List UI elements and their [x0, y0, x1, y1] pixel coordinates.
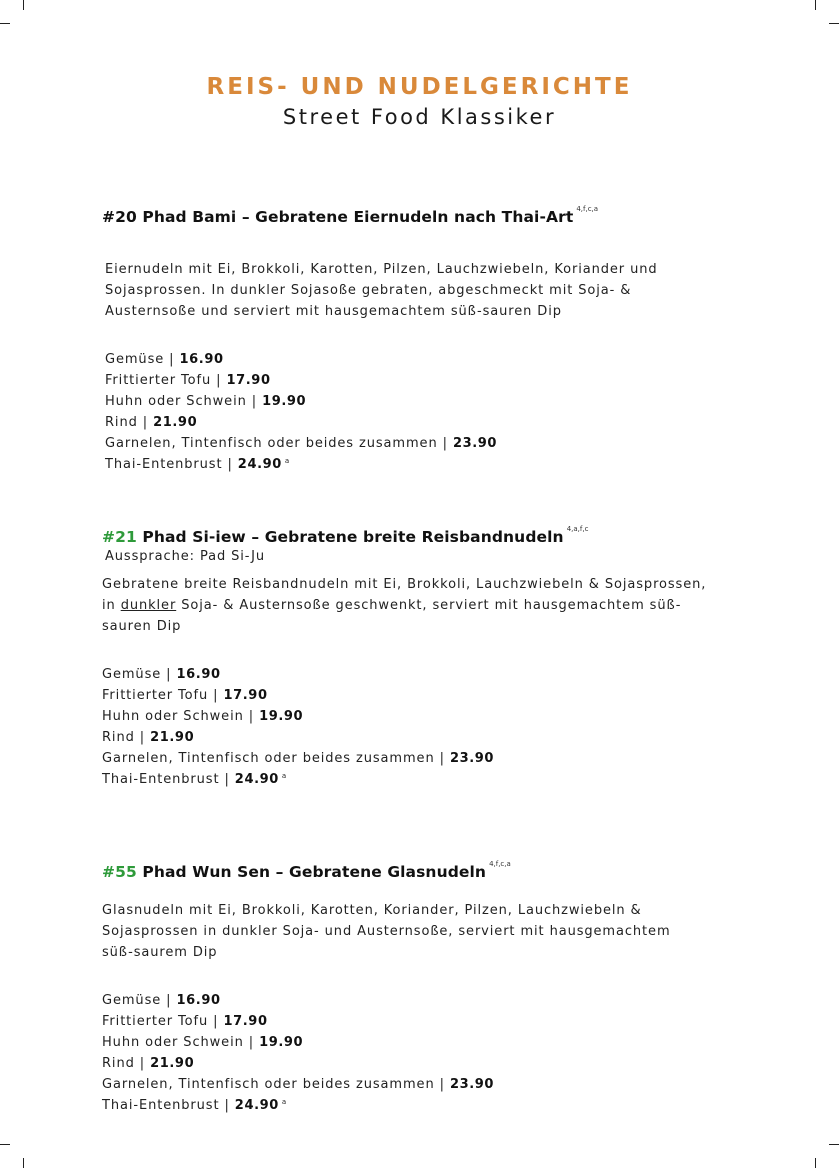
price-value: 17.90 — [223, 688, 268, 703]
price-label: Huhn oder Schwein | — [102, 1035, 260, 1050]
dish-name: Phad Si-iew – Gebratene breite Reisbandnudeln — [136, 528, 564, 546]
price-list — [105, 349, 762, 475]
page-title: REIS- UND NUDELGERICHTE — [206, 74, 633, 100]
price-row — [102, 990, 762, 1011]
price-row — [105, 370, 762, 391]
description-rest: Soja- & Austernsoße geschwenkt, serviert mit hausgemachtem süß- — [181, 598, 682, 613]
crop-mark-top-right-v — [815, 0, 816, 10]
price-note: a — [281, 1098, 288, 1106]
price-value: 16.90 — [179, 352, 224, 367]
price-value: 23.90 — [449, 751, 495, 766]
price-row — [102, 1011, 762, 1032]
crop-mark-bottom-left-h — [0, 1144, 10, 1145]
price-value: 24.90 — [237, 457, 282, 472]
description-line: sauren Dip — [102, 619, 182, 634]
description-line: Gebratene breite Reisbandnudeln mit Ei, Brokkoli, Lauchzwiebeln & Sojasprossen, — [102, 577, 707, 592]
price-row — [102, 748, 762, 769]
dish-pronunciation: Aussprache: Pad Si-Ju — [105, 549, 265, 564]
description-line: Sojasprossen in dunkler Soja- und Austernsoße, serviert mit hausgemachtem — [102, 924, 671, 939]
price-value: 19.90 — [259, 709, 304, 724]
price-label: Frittierter Tofu | — [102, 688, 224, 703]
price-row — [102, 769, 762, 790]
dish-name: Phad Wun Sen – Gebratene Glasnudeln — [136, 863, 487, 881]
price-value: 24.90 — [234, 1098, 279, 1113]
price-row — [102, 1032, 762, 1053]
price-row — [102, 706, 762, 727]
dish-description — [105, 259, 762, 322]
price-row — [102, 1074, 762, 1095]
price-value: 17.90 — [223, 1014, 268, 1029]
price-label: Thai-Entenbrust | — [102, 772, 235, 787]
crop-mark-top-right-h — [829, 23, 839, 24]
description-line: Glasnudeln mit Ei, Brokkoli, Karotten, Koriander, Pilzen, Lauchzwiebeln & — [102, 903, 642, 918]
dish-number: #20 — [102, 208, 137, 226]
dish-number: #21 — [102, 528, 137, 546]
price-list — [102, 990, 762, 1116]
price-value: 23.90 — [449, 1077, 495, 1092]
price-label: Rind | — [102, 730, 151, 745]
price-label: Garnelen, Tintenfisch oder beides zusammen | — [102, 1077, 450, 1092]
price-value: 23.90 — [452, 436, 498, 451]
dish-description — [102, 900, 762, 963]
price-note: a — [284, 457, 291, 465]
price-value: 21.90 — [150, 730, 195, 745]
dish-title — [102, 860, 762, 881]
dish-title — [102, 205, 762, 226]
price-label: Huhn oder Schwein | — [102, 709, 260, 724]
allergen-codes: 4,f,c,a — [576, 205, 599, 213]
price-value: 19.90 — [262, 394, 307, 409]
price-value: 24.90 — [234, 772, 279, 787]
price-label: Huhn oder Schwein | — [105, 394, 263, 409]
description-line: Austernsoße und serviert mit hausgemachtem süß-sauren Dip — [105, 304, 562, 319]
price-list — [102, 664, 762, 790]
price-note: a — [281, 772, 288, 780]
page-subtitle: Street Food Klassiker — [282, 105, 557, 129]
price-label: Gemüse | — [102, 667, 177, 682]
price-value: 16.90 — [176, 667, 221, 682]
price-row — [105, 454, 762, 475]
crop-mark-bottom-left-v — [23, 1158, 24, 1168]
price-row — [102, 685, 762, 706]
price-label: Garnelen, Tintenfisch oder beides zusammen | — [105, 436, 453, 451]
crop-mark-bottom-right-h — [829, 1144, 839, 1145]
price-label: Garnelen, Tintenfisch oder beides zusammen | — [102, 751, 450, 766]
description-line: Eiernudeln mit Ei, Brokkoli, Karotten, Pilzen, Lauchzwiebeln, Koriander und — [105, 262, 658, 277]
dish-title — [102, 525, 762, 546]
crop-mark-top-left-h — [0, 23, 10, 24]
dish-description — [102, 574, 762, 637]
price-label: Rind | — [102, 1056, 151, 1071]
crop-mark-top-left-v — [23, 0, 24, 10]
price-label: Thai-Entenbrust | — [102, 1098, 235, 1113]
allergen-codes: 4,a,f,c — [566, 525, 589, 533]
price-label: Thai-Entenbrust | — [105, 457, 238, 472]
price-value: 21.90 — [150, 1056, 195, 1071]
price-label: Rind | — [105, 415, 154, 430]
price-value: 21.90 — [153, 415, 198, 430]
description-prefix: in — [102, 598, 121, 613]
price-row — [105, 412, 762, 433]
price-value: 17.90 — [226, 373, 271, 388]
price-row — [102, 727, 762, 748]
price-value: 16.90 — [176, 993, 221, 1008]
price-row — [102, 664, 762, 685]
price-row — [105, 433, 762, 454]
price-label: Gemüse | — [102, 993, 177, 1008]
description-line — [102, 595, 762, 616]
dish-number: #55 — [102, 863, 137, 881]
page-header — [0, 72, 839, 132]
price-value: 19.90 — [259, 1035, 304, 1050]
price-row — [102, 1053, 762, 1074]
dish-phad-wun-sen — [102, 860, 762, 1116]
price-row — [102, 1095, 762, 1116]
price-row — [105, 349, 762, 370]
dish-phad-bami — [102, 205, 762, 475]
description-line: süß-saurem Dip — [102, 945, 218, 960]
description-line: Sojasprossen. In dunkler Sojasoße gebraten, abgeschmeckt mit Soja- & — [105, 283, 632, 298]
price-label: Gemüse | — [105, 352, 180, 367]
price-label: Frittierter Tofu | — [105, 373, 227, 388]
price-label: Frittierter Tofu | — [102, 1014, 224, 1029]
crop-mark-bottom-right-v — [815, 1158, 816, 1168]
description-underlined-word: dunkler — [120, 598, 177, 613]
dish-name: Phad Bami – Gebratene Eiernudeln nach Thai-Art — [136, 208, 574, 226]
allergen-codes: 4,f,c,a — [489, 860, 511, 868]
dish-phad-si-iew — [102, 525, 762, 790]
price-row — [105, 391, 762, 412]
